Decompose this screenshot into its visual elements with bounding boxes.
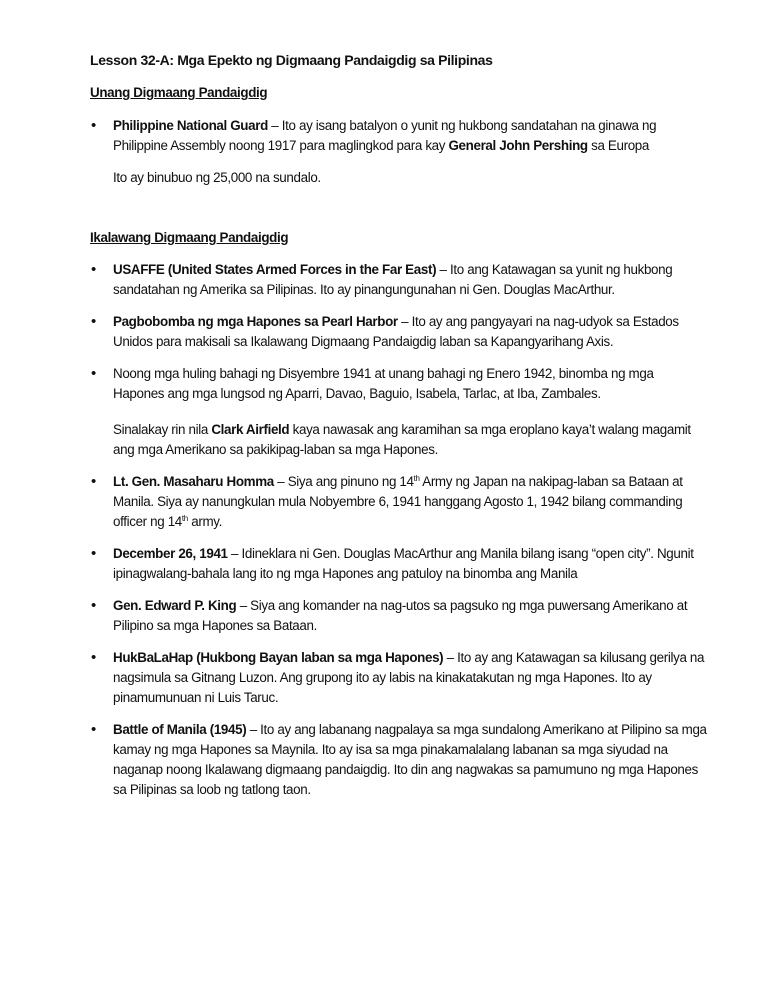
section-heading-ww1: Unang Digmaang Pandaigdig (90, 85, 268, 100)
hukbalahap-paragraph (113, 648, 708, 708)
term-hukbalahap: HukBaLaHap (Hukbong Bayan laban sa mga Hapones) (113, 650, 444, 665)
term-battle-of-manila: Battle of Manila (1945) (113, 722, 247, 737)
ww1-list (90, 116, 708, 188)
list-item-bombing (90, 364, 708, 460)
term-december-26: December 26, 1941 (113, 546, 228, 561)
national-guard-paragraph (113, 116, 708, 156)
ordinal-suffix: th (413, 474, 420, 483)
list-item-open-city (90, 544, 708, 584)
battle-of-manila-desc: – Ito ay ang labanang nagpalaya sa mga sundalong Amerikano at Pilipino sa mga kamay ng mga Hapones sa Maynila. Ito ay isa sa mga pinakamalalang labanan sa mga siyudad na naganap noong Ikalawang digmaang pandaigdig. Ito din ang nagwakas sa pamumuno ng mga Hapones sa Pilipinas sa loob ng tatlong taon. (113, 722, 707, 797)
list-item-pearl-harbor (90, 312, 708, 352)
clark-desc-b: kaya nawasak ang karamihan sa mga eroplano kaya’t walang magamit ang mga Amerikano sa pakikipag-laban sa mga Hapones. (113, 422, 691, 457)
national-guard-desc-b: sa Europa (587, 138, 649, 153)
page-title: Lesson 32-A: Mga Epekto ng Digmaang Pandaigdig sa Pilipinas (90, 52, 493, 68)
homma-desc-c: army. (187, 514, 222, 529)
list-item-national-guard (90, 116, 708, 188)
pearl-harbor-paragraph (113, 312, 708, 352)
homma-paragraph (113, 472, 708, 532)
term-homma: Lt. Gen. Masaharu Homma (113, 474, 274, 489)
pearl-harbor-desc: – Ito ay ang pangyayari na nag-udyok sa Estados Unidos para makisali sa Ikalawang Digmaang Pandaigdig laban sa Kapangyarihang Axis. (113, 314, 679, 349)
clark-airfield-paragraph (113, 420, 708, 460)
clark-desc-a: Sinalakay rin nila (113, 422, 212, 437)
list-item-homma (90, 472, 708, 532)
national-guard-note: Ito ay binubuo ng 25,000 na sundalo. (113, 170, 321, 185)
usaffe-paragraph (113, 260, 708, 300)
list-item-usaffe (90, 260, 708, 300)
place-clark-airfield: Clark Airfield (211, 422, 290, 437)
homma-desc-b: Army ng Japan na nakipag-laban sa Bataan at Manila. Siya ay nanungkulan mula Nobyembre 6, 1941 hanggang Agosto 1, 1942 bilang commanding officer ng 14 (113, 474, 683, 529)
open-city-desc: – Idineklara ni Gen. Douglas MacArthur ang Manila bilang isang “open city”. Ngunit ipinagwalang-bahala lang ito ng mga Hapones ang patuloy na binomba ang Manila (113, 546, 694, 581)
section-heading-ww2: Ikalawang Digmaang Pandaigdig (90, 230, 289, 245)
open-city-paragraph (113, 544, 708, 584)
homma-desc-a: – Siya ang pinuno ng 14 (273, 474, 414, 489)
list-item-battle-of-manila (90, 720, 708, 800)
list-item-king (90, 596, 708, 636)
term-pearl-harbor: Pagbobomba ng mga Hapones sa Pearl Harbor (113, 314, 398, 329)
term-king: Gen. Edward P. King (113, 598, 237, 613)
ordinal-suffix: th (181, 514, 188, 523)
national-guard-desc-a: – Ito ay isang batalyon o yunit ng hukbong sandatahan na ginawa ng Philippine Assembly noong 1917 para maglingkod para kay (113, 118, 657, 153)
list-item-hukbalahap (90, 648, 708, 708)
hukbalahap-desc: – Ito ay ang Katawagan sa kilusang gerilya na nagsimula sa Gitnang Luzon. Ang grupong ito ay labis na kinakatakutan ng mga Hapones. Ito ay pinamumunuan ni Luis Taruc. (113, 650, 705, 705)
battle-of-manila-paragraph (113, 720, 708, 800)
king-paragraph (113, 596, 708, 636)
person-pershing: General John Pershing (448, 138, 588, 153)
usaffe-desc: – Ito ang Katawagan sa yunit ng hukbong sandatahan ng Amerika sa Pilipinas. Ito ay pinangungunahan ni Gen. Douglas MacArthur. (113, 262, 673, 297)
bombing-paragraph: • Noong mga huling bahagi ng Disyembre 1941 at unang bahagi ng Enero 1942, binomba ng mga Hapones ang mga lungsod ng Aparri, Davao, Baguio, Isabela, Tarlac, at Iba, Zambales. (113, 366, 654, 401)
term-national-guard: Philippine National Guard (113, 118, 268, 133)
king-desc: – Siya ang komander na nag-utos sa pagsuko ng mga puwersang Amerikano at Pilipino sa mga Hapones sa Bataan. (113, 598, 688, 633)
ww2-list (90, 260, 708, 800)
term-usaffe: USAFFE (United States Armed Forces in the Far East) (113, 262, 437, 277)
